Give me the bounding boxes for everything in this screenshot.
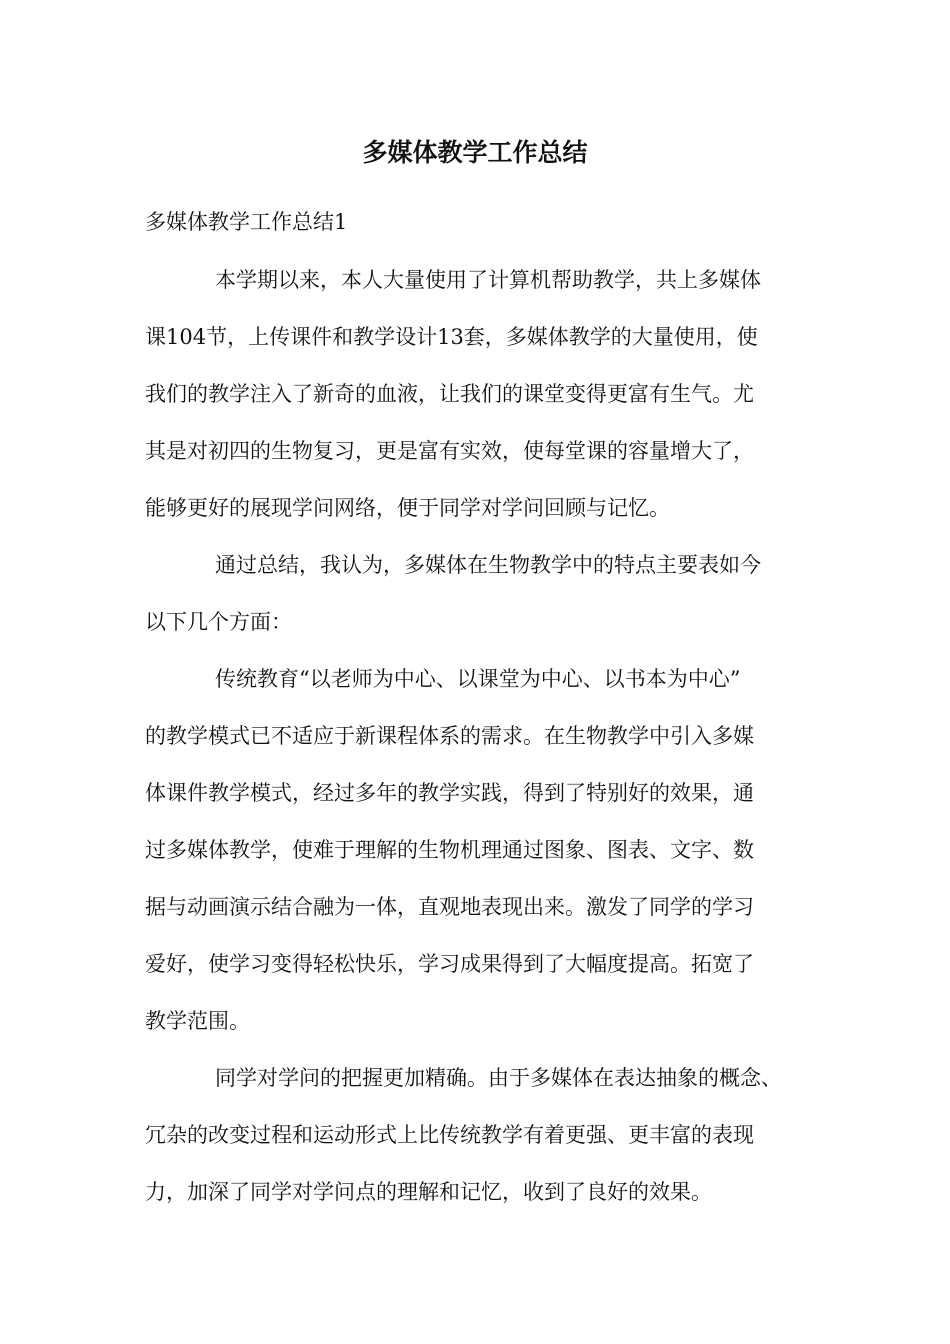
paragraph-4 bbox=[145, 1060, 825, 1231]
paragraph-line: 教学范围。 bbox=[145, 1009, 250, 1033]
paragraph-line: 冗杂的改变过程和运动形式上比传统教学有着更强、更丰富的表现 bbox=[145, 1123, 754, 1147]
paragraph-line: 我们的教学注入了新奇的血液，让我们的课堂变得更富有生气。尤 bbox=[145, 382, 754, 406]
paragraph-line: 通过总结，我认为，多媒体在生物教学中的特点主要表如今 bbox=[215, 553, 761, 577]
section-heading: 多媒体教学工作总结1 bbox=[145, 210, 348, 234]
paragraph-line: 传统教育“以老师为中心、以课堂为中心、以书本为中心” bbox=[215, 667, 741, 691]
document-body bbox=[145, 262, 825, 1231]
paragraph-1 bbox=[145, 262, 825, 547]
paragraph-line: 以下几个方面： bbox=[145, 610, 292, 634]
paragraph-line: 体课件教学模式，经过多年的教学实践，得到了特别好的效果，通 bbox=[145, 781, 754, 805]
paragraph-line: 课104节，上传课件和教学设计13套，多媒体教学的大量使用，使 bbox=[145, 325, 758, 349]
paragraph-line: 力，加深了同学对学问点的理解和记忆，收到了良好的效果。 bbox=[145, 1180, 712, 1204]
paragraph-line: 据与动画演示结合融为一体，直观地表现出来。激发了同学的学习 bbox=[145, 895, 754, 919]
paragraph-2 bbox=[145, 547, 825, 661]
paragraph-line: 同学对学问的把握更加精确。由于多媒体在表达抽象的概念、 bbox=[215, 1066, 782, 1090]
paragraph-line: 本学期以来，本人大量使用了计算机帮助教学，共上多媒体 bbox=[215, 268, 761, 292]
paragraph-line: 其是对初四的生物复习，更是富有实效，使每堂课的容量增大了， bbox=[145, 439, 754, 463]
paragraph-line: 能够更好的展现学问网络，便于同学对学问回顾与记忆。 bbox=[145, 496, 670, 520]
paragraph-line: 爱好，使学习变得轻松快乐，学习成果得到了大幅度提高。拓宽了 bbox=[145, 952, 754, 976]
document-title: 多媒体教学工作总结 bbox=[362, 138, 588, 167]
paragraph-line: 过多媒体教学，使难于理解的生物机理通过图象、图表、文字、数 bbox=[145, 838, 754, 862]
paragraph-line: 的教学模式已不适应于新课程体系的需求。在生物教学中引入多媒 bbox=[145, 724, 754, 748]
paragraph-3 bbox=[145, 661, 825, 1060]
